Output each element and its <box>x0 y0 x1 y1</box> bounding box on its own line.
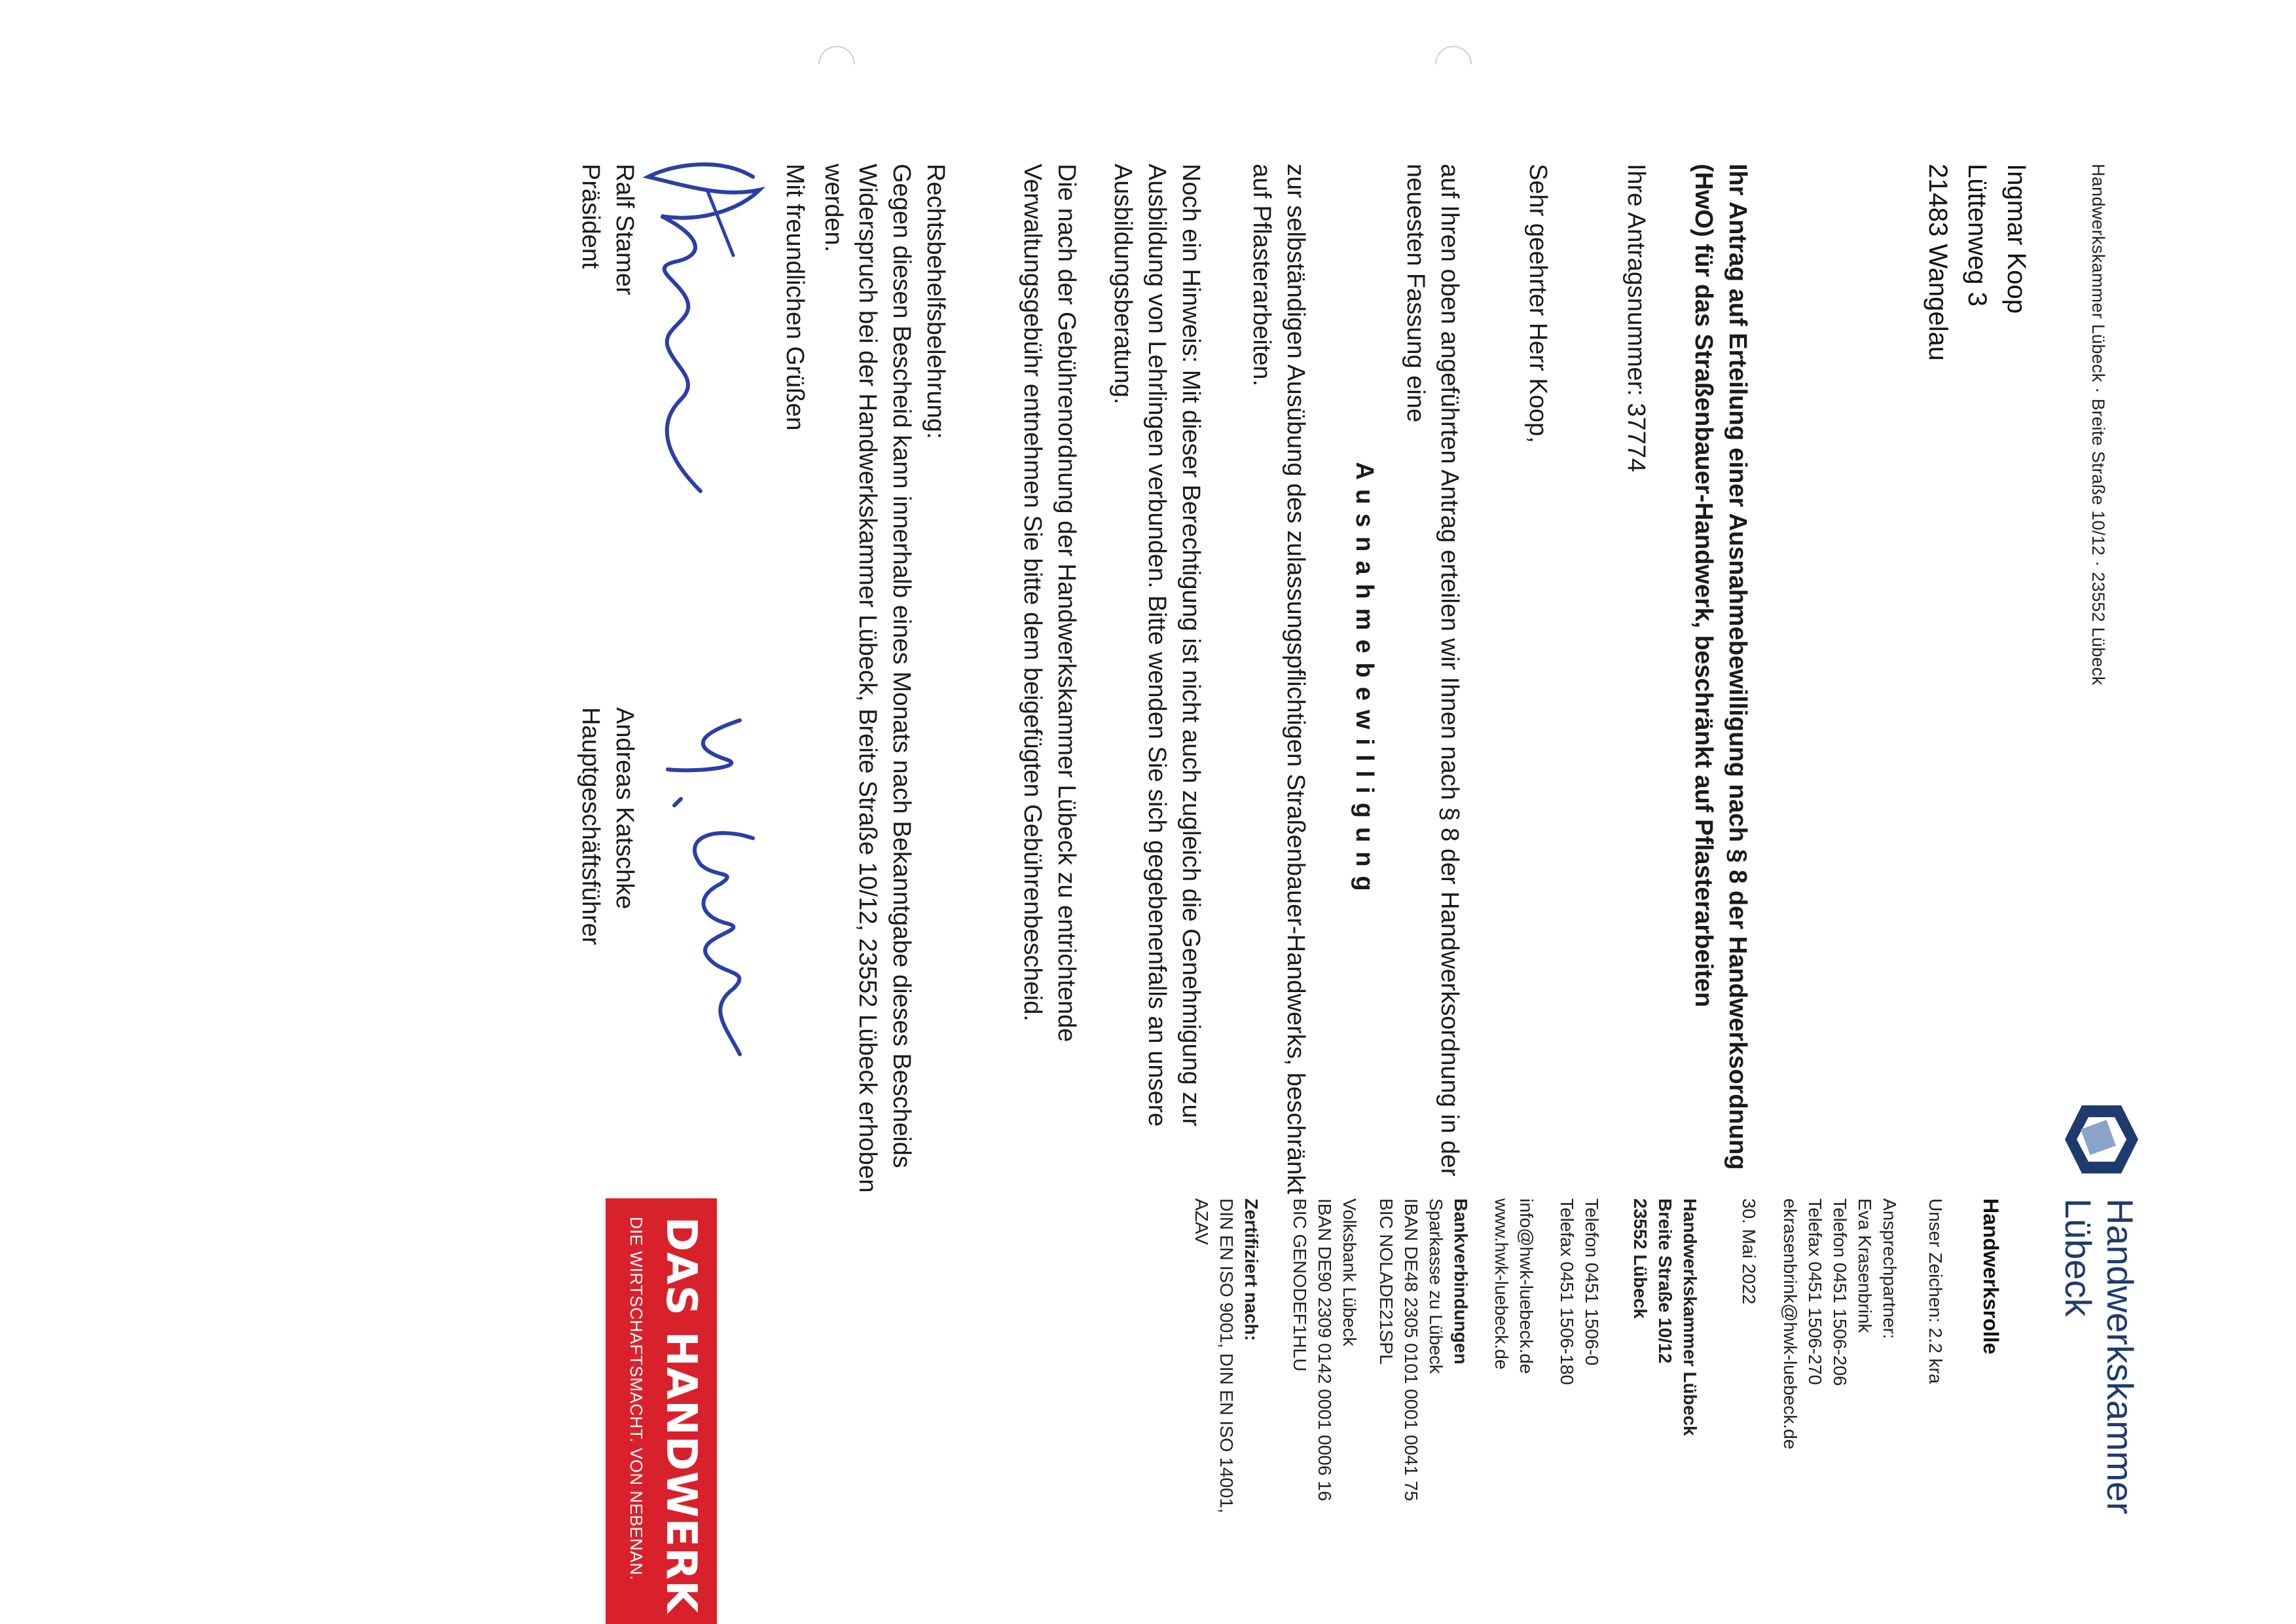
department-title: Handwerksrolle <box>1979 1198 2003 1355</box>
banner-main-text: DAS HANDWERK <box>657 1217 705 1614</box>
signatory-2 <box>574 707 642 945</box>
signatory-1-role: Präsident <box>577 164 604 269</box>
fee-paragraph: Die nach der Gebührenordnung der Handwerkskammer Lübeck zu entrichtende Verwaltungsgebühr entnehmen Sie bitte dem beigefügten Gebührenbescheid. <box>1019 164 1080 1043</box>
signatory-2-name: Andreas Katschke <box>611 707 638 910</box>
org-street: Breite Straße 10/12 <box>1655 1198 1675 1364</box>
das-handwerk-banner <box>606 1198 717 1624</box>
org-city: 23552 Lübeck <box>1630 1198 1650 1319</box>
cert-line-1: DIN EN ISO 9001, DIN EN ISO 14001, <box>1216 1198 1237 1513</box>
intro-paragraph: auf Ihren oben angeführten Antrag erteilen wir Ihnen nach § 8 der Handwerksordnung in der neuesten Fassung eine <box>1402 164 1463 1177</box>
logo-line-1: Handwerkskammer <box>2100 1198 2141 1515</box>
org-name: Handwerkskammer Lübeck <box>1680 1198 1700 1436</box>
bank-title: Bankverbindungen <box>1451 1198 1471 1365</box>
contact-phone: Telefon 0451 1506-206 <box>1830 1198 1850 1386</box>
application-number: Ihre Antragsnummer: 37774 <box>1622 164 1650 473</box>
banner-sub-text: DIE WIRTSCHAFTSMACHT. VON NEBENAN. <box>627 1217 646 1581</box>
contact-email: ekrasenbrink@hwk-luebeck.de <box>1780 1198 1800 1450</box>
recipient-name: Ingmar Koop <box>2002 164 2031 314</box>
bank2-name: Volksbank Lübeck <box>1339 1198 1360 1346</box>
signatory-1-name: Ralf Stamer <box>611 164 638 295</box>
bank-block <box>1287 1198 1473 1501</box>
legal-remedy-title: Rechtsbehelfsbelehrung: <box>922 164 949 439</box>
scope-paragraph: zur selbständigen Ausübung des zulassungspflichtigen Straßenbauer-Handwerks, beschränkt auf Pflasterarbeiten. <box>1248 164 1309 1194</box>
bank2-bic: BIC GENODEF1HLU <box>1290 1198 1310 1372</box>
punch-hole <box>818 46 855 64</box>
org-fax: Telefax 0451 1506-180 <box>1557 1198 1577 1385</box>
bank1-name: Sparkasse zu Lübeck <box>1426 1198 1446 1374</box>
contact-label: Ansprechpartner: <box>1880 1198 1900 1339</box>
org-address <box>1628 1198 1702 1436</box>
signatory-2-role: Hauptgeschäftsführer <box>577 707 604 946</box>
bank1-bic: BIC NOLADE21SPL <box>1376 1198 1396 1365</box>
legal-remedy-text: Gegen diesen Bescheid kann innerhalb eines Monats nach Bekanntgabe dieses Bescheids Widerspruch bei der Handwerkskammer Lübeck, Breite Straße 10/12, 23552 Lübeck erhoben werden. <box>820 164 915 1193</box>
hwk-logo-icon <box>2062 1100 2141 1179</box>
recipient-street: Lüttenweg 3 <box>1963 164 1992 306</box>
logo-line-2: Lübeck <box>2058 1198 2099 1317</box>
letter-page <box>196 164 2141 1614</box>
signature-managing-director <box>648 707 779 1074</box>
org-phone-block <box>1554 1198 1604 1385</box>
permit-heading: Ausnahmebewilligung <box>1351 462 1378 900</box>
cert-line-2: AZAV <box>1192 1198 1212 1246</box>
bank2-iban: IBAN DE90 2309 0142 0001 0006 16 <box>1315 1198 1335 1502</box>
org-online-block <box>1489 1198 1539 1374</box>
contact-block <box>1777 1198 1902 1449</box>
signatory-1 <box>574 164 642 295</box>
subject-line: Ihr Antrag auf Erteilung einer Ausnahmebewilligung nach § 8 der Handwerksordnung (HwO) für das Straßenbauer-Handwerk, beschränkt auf Pflasterarbeiten <box>1690 164 1751 1170</box>
org-web: www.hwk-luebeck.de <box>1491 1198 1512 1370</box>
bank1-iban: IBAN DE48 2305 0101 0001 0041 75 <box>1401 1198 1421 1502</box>
certification-block <box>1189 1198 1264 1513</box>
org-phone: Telefon 0451 1506-0 <box>1582 1198 1602 1366</box>
recipient-address <box>1918 164 2036 361</box>
cert-title: Zertifiziert nach: <box>1241 1198 1262 1341</box>
salutation: Sehr geehrter Herr Koop, <box>1524 164 1552 443</box>
punch-hole <box>1435 46 1472 64</box>
closing: Mit freundlichen Grüßen <box>781 164 809 431</box>
org-email: info@hwk-luebeck.de <box>1516 1198 1537 1375</box>
legal-remedy <box>816 164 953 1198</box>
contact-fax: Telefax 0451 1506-270 <box>1805 1198 1825 1385</box>
recipient-city: 21483 Wangelau <box>1923 164 1952 361</box>
letter-date: 30. Mai 2022 <box>1739 1198 1759 1304</box>
sender-return-line: Handwerkskammer Lübeck · Breite Straße 10/12 · 23552 Lübeck <box>2088 164 2108 686</box>
notice-paragraph: Noch ein Hinweis: Mit dieser Berechtigung ist nicht auch zugleich die Genehmigung zur Ausbildung von Lehrlingen verbunden. Bitte wenden Sie sich gegebenenfalls an unsere Ausbildungsberatung. <box>1109 164 1205 1127</box>
contact-name: Eva Krasenbrink <box>1855 1198 1875 1333</box>
reference: Unser Zeichen: 2.2 kra <box>1925 1198 1946 1384</box>
